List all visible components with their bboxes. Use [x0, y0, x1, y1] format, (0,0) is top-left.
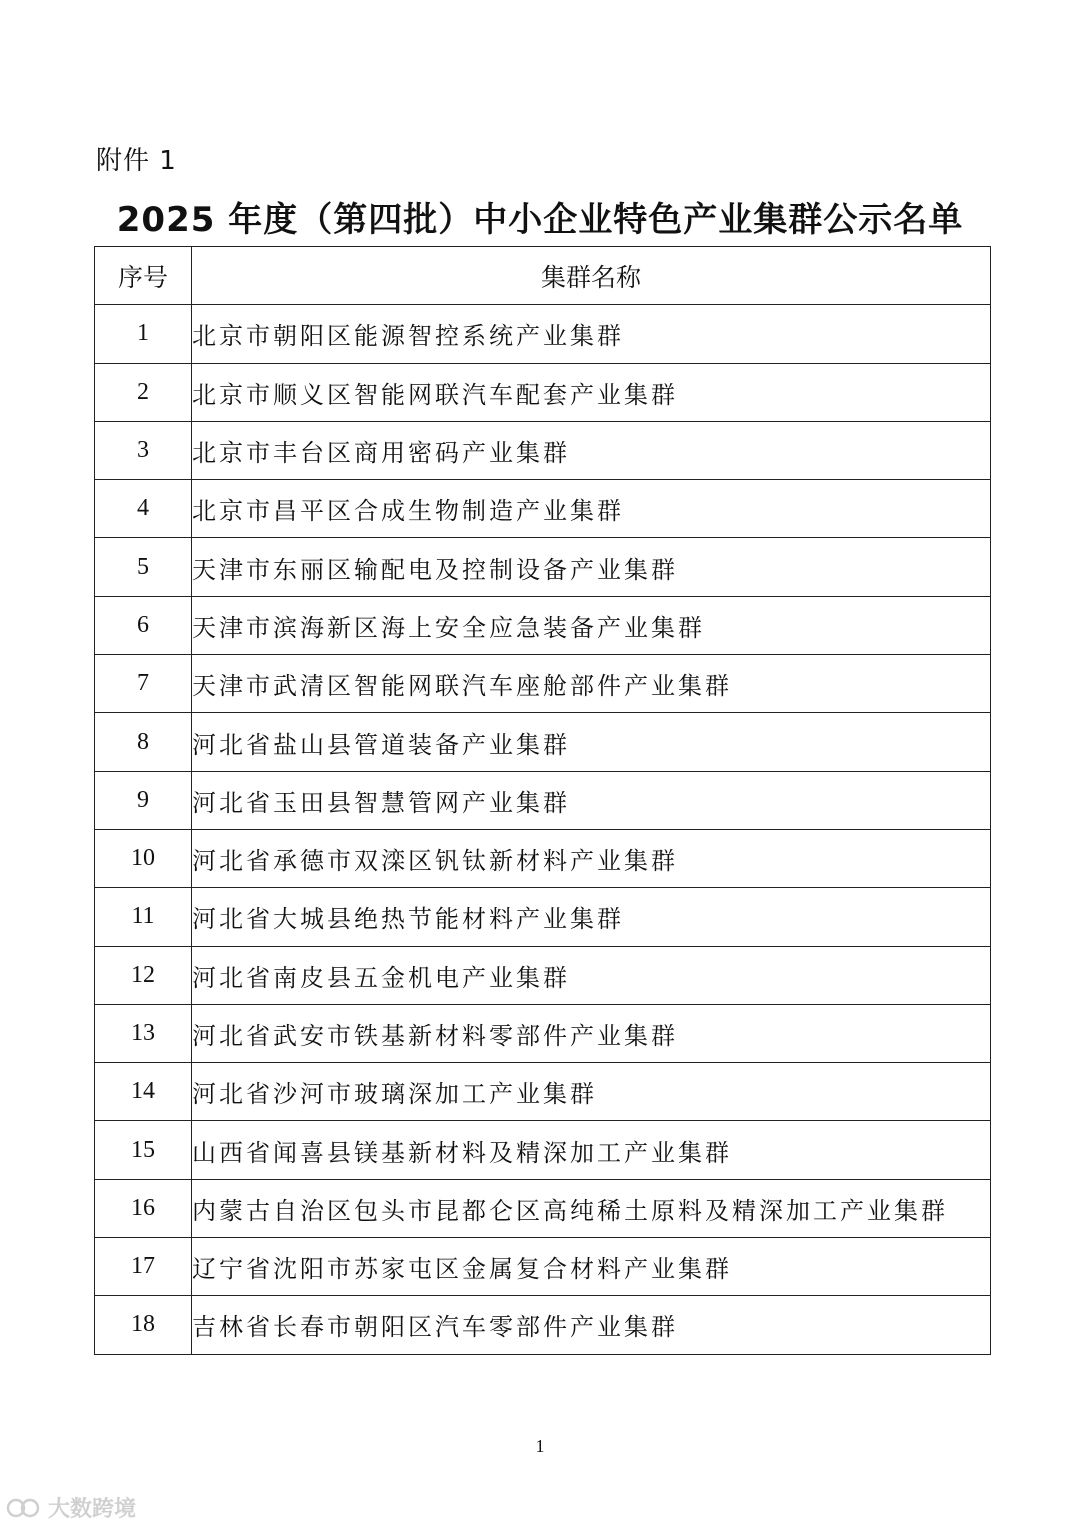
row-cluster-name: 河北省武安市铁基新材料零部件产业集群 — [192, 1004, 991, 1062]
table-row — [95, 480, 991, 538]
table-row — [95, 713, 991, 771]
row-cluster-name: 河北省沙河市玻璃深加工产业集群 — [192, 1063, 991, 1121]
row-serial-number: 16 — [95, 1179, 192, 1237]
row-serial-number: 8 — [95, 713, 192, 771]
row-serial-number: 13 — [95, 1004, 192, 1062]
row-cluster-name: 北京市朝阳区能源智控系统产业集群 — [192, 305, 991, 363]
row-serial-number: 12 — [95, 946, 192, 1004]
table-row — [95, 305, 991, 363]
row-serial-number: 6 — [95, 596, 192, 654]
document-title: 2025 年度（第四批）中小企业特色产业集群公示名单 — [116, 200, 964, 240]
table-body — [95, 305, 991, 1354]
table-row — [95, 888, 991, 946]
row-serial-number: 10 — [95, 829, 192, 887]
table-row — [95, 771, 991, 829]
table-row — [95, 421, 991, 479]
row-cluster-name: 天津市武清区智能网联汽车座舱部件产业集群 — [192, 655, 991, 713]
row-serial-number: 3 — [95, 421, 192, 479]
row-cluster-name: 北京市昌平区合成生物制造产业集群 — [192, 480, 991, 538]
table-row — [95, 1004, 991, 1062]
cluster-table — [94, 246, 991, 1355]
row-serial-number: 9 — [95, 771, 192, 829]
row-cluster-name: 河北省盐山县管道装备产业集群 — [192, 713, 991, 771]
header-serial-number: 序号 — [95, 247, 192, 305]
row-cluster-name: 天津市东丽区输配电及控制设备产业集群 — [192, 538, 991, 596]
row-cluster-name: 辽宁省沈阳市苏家屯区金属复合材料产业集群 — [192, 1238, 991, 1296]
table-row — [95, 1179, 991, 1237]
header-cluster-name: 集群名称 — [192, 247, 991, 305]
page-number: 1 — [535, 1436, 545, 1456]
watermark-text: 大数跨境 — [48, 1497, 137, 1522]
row-cluster-name: 北京市丰台区商用密码产业集群 — [192, 421, 991, 479]
row-serial-number: 1 — [95, 305, 192, 363]
row-serial-number: 18 — [95, 1296, 192, 1354]
row-cluster-name: 北京市顺义区智能网联汽车配套产业集群 — [192, 363, 991, 421]
row-serial-number: 4 — [95, 480, 192, 538]
row-serial-number: 11 — [95, 888, 192, 946]
table-row — [95, 1121, 991, 1179]
watermark — [6, 1492, 136, 1523]
table-row — [95, 363, 991, 421]
row-cluster-name: 山西省闻喜县镁基新材料及精深加工产业集群 — [192, 1121, 991, 1179]
table-row — [95, 829, 991, 887]
table-row — [95, 655, 991, 713]
table-row — [95, 538, 991, 596]
row-cluster-name: 内蒙古自治区包头市昆都仑区高纯稀土原料及精深加工产业集群 — [192, 1179, 991, 1237]
row-serial-number: 5 — [95, 538, 192, 596]
table-row — [95, 946, 991, 1004]
table-row — [95, 1063, 991, 1121]
row-cluster-name: 吉林省长春市朝阳区汽车零部件产业集群 — [192, 1296, 991, 1354]
logo-icon — [6, 1496, 42, 1520]
row-cluster-name: 河北省玉田县智慧管网产业集群 — [192, 771, 991, 829]
table-row — [95, 1238, 991, 1296]
row-cluster-name: 河北省南皮县五金机电产业集群 — [192, 946, 991, 1004]
row-serial-number: 17 — [95, 1238, 192, 1296]
row-cluster-name: 河北省大城县绝热节能材料产业集群 — [192, 888, 991, 946]
attachment-label: 附件 1 — [96, 146, 177, 176]
table-row — [95, 596, 991, 654]
row-serial-number: 15 — [95, 1121, 192, 1179]
row-cluster-name: 河北省承德市双滦区钒钛新材料产业集群 — [192, 829, 991, 887]
row-serial-number: 7 — [95, 655, 192, 713]
table-row — [95, 1296, 991, 1354]
row-serial-number: 2 — [95, 363, 192, 421]
table-header-row — [95, 247, 991, 305]
row-cluster-name: 天津市滨海新区海上安全应急装备产业集群 — [192, 596, 991, 654]
row-serial-number: 14 — [95, 1063, 192, 1121]
